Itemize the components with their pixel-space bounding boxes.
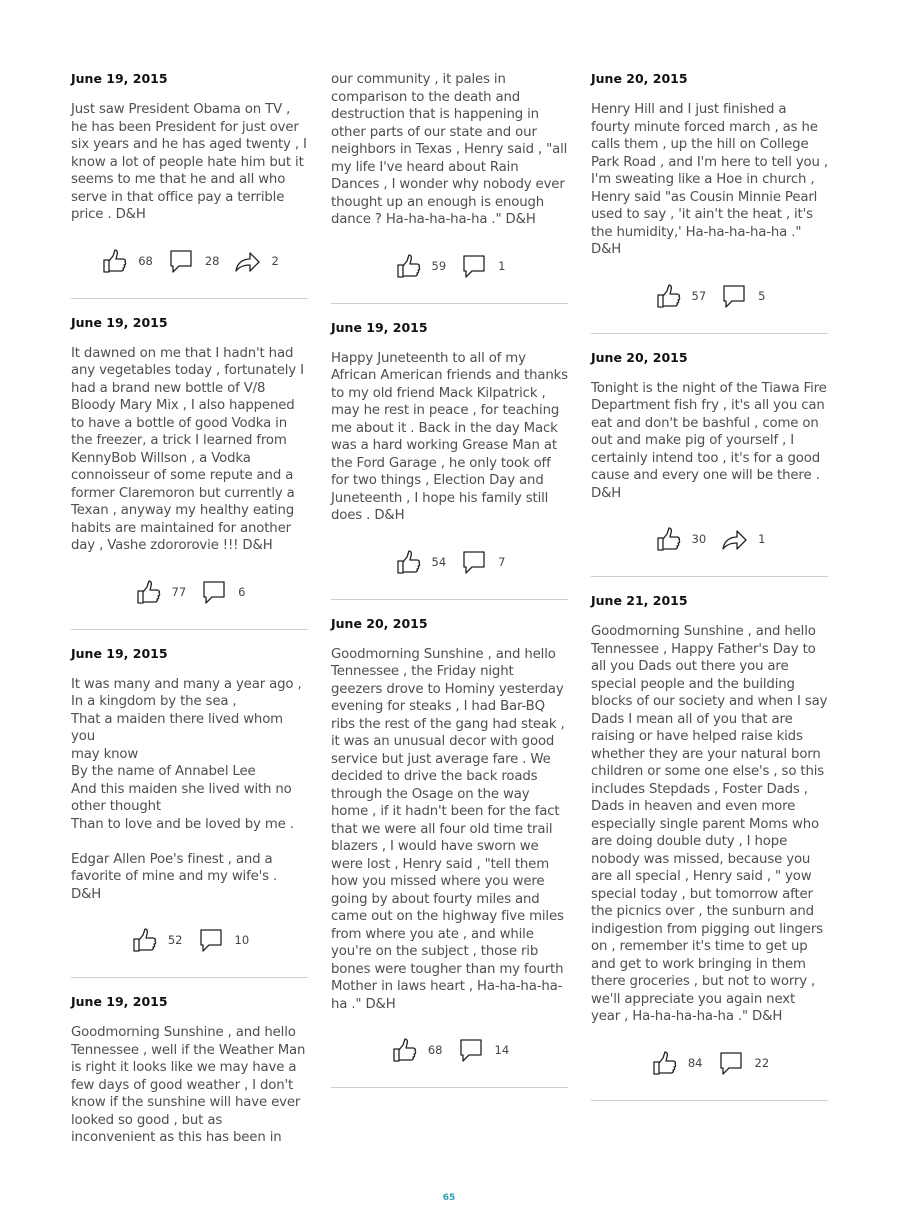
thumbs-up-icon (134, 578, 162, 606)
divider (591, 576, 828, 577)
post-date: June 21, 2015 (591, 593, 688, 608)
post-stats (71, 238, 308, 284)
share-icon (233, 247, 261, 275)
comment-count[interactable] (717, 1049, 770, 1077)
like-count[interactable] (394, 252, 447, 280)
like-count[interactable] (100, 247, 153, 275)
post-text: Goodmorning Sunshine , and hello Tennessee , well if the Weather Man is right it looks like we may have a few days of good weather , I don't know if the sunshine will have ever looked so good , but as inconvenient as this has been in (71, 1025, 306, 1145)
comment-icon (200, 578, 228, 606)
post (71, 646, 308, 979)
post-stats (331, 539, 568, 585)
post-stats (331, 243, 568, 289)
post-text: It dawned on me that I hadn't had any vegetables today , fortunately I had a brand new bottle of V/8 Bloody Mary Mix , I also happened to have a bottle of good Vodka in the freezer, a trick I learned from KennyBob Willson , a Vodka connoisseur of some repute and a former Claremoron but currently a Texan , anyway my healthy eating habits are maintained for another day , Vashe zdororovie !!! D&H (71, 345, 304, 553)
post (71, 994, 308, 1147)
thumbs-up-icon (654, 282, 682, 310)
post-date: June 19, 2015 (71, 71, 168, 86)
post-text: Tonight is the night of the Tiawa Fire Department fish fry , it's all you can eat and don't be bashful , come on out and make pig of yourself , I certainly intend too , it's for a good cause and every one will be there . D&H (591, 380, 827, 501)
thumbs-up-icon (394, 548, 422, 576)
share-count-value: 2 (271, 253, 279, 268)
column-2 (331, 71, 568, 1104)
post (591, 593, 828, 1101)
comment-count[interactable] (460, 548, 505, 576)
post-date: June 19, 2015 (71, 314, 168, 330)
share-count[interactable] (720, 525, 765, 553)
post-date: June 20, 2015 (331, 615, 428, 631)
comment-icon (167, 247, 195, 275)
post (331, 616, 568, 1089)
divider (71, 629, 308, 630)
divider (71, 977, 308, 978)
post-stats (71, 569, 308, 615)
comment-count-value: 6 (238, 584, 246, 599)
thumbs-up-icon (390, 1036, 418, 1064)
like-count[interactable] (130, 926, 183, 954)
post-stats (591, 273, 828, 319)
thumbs-up-icon (394, 252, 422, 280)
comment-count[interactable] (200, 578, 245, 606)
comment-icon (460, 252, 488, 280)
post-date: June 19, 2015 (331, 319, 428, 335)
comment-count[interactable] (457, 1036, 510, 1064)
post (331, 320, 568, 600)
comment-icon (717, 1049, 745, 1077)
comment-count[interactable] (720, 282, 765, 310)
comment-count[interactable] (197, 926, 250, 954)
like-count[interactable] (650, 1049, 703, 1077)
like-count-value: 84 (687, 1055, 703, 1070)
like-count[interactable] (654, 282, 707, 310)
comment-count-value: 10 (234, 933, 250, 947)
like-count[interactable] (654, 525, 707, 553)
divider (331, 1087, 568, 1088)
post-date: June 19, 2015 (71, 645, 168, 661)
thumbs-up-icon (654, 525, 682, 553)
comment-count-value: 1 (498, 258, 506, 273)
divider (331, 599, 568, 600)
like-count-value: 52 (167, 933, 183, 947)
post-text: Henry Hill and I just finished a fourty minute forced march , as he calls them , up the hill on College Park Road , and I'm here to tell you , I'm sweating like a Hoe in church , Henry said "as Cousin Minnie Pearl used to say , 'it ain't the heat , it's the humidity,' Ha-ha-ha-ha-ha ." D&H (591, 102, 828, 257)
thumbs-up-icon (650, 1049, 678, 1077)
comment-icon (457, 1036, 485, 1064)
share-count-value: 1 (758, 532, 766, 546)
like-count-value: 68 (138, 253, 153, 268)
comment-count-value: 7 (498, 554, 506, 569)
post-stats (591, 516, 828, 562)
like-count[interactable] (390, 1036, 443, 1064)
comment-icon (720, 282, 748, 310)
like-count[interactable] (134, 578, 187, 606)
post-text: Goodmorning Sunshine , and hello Tennessee , Happy Father's Day to all you Dads out there you are special people and the building blocks of our society and when I say Dads I mean all of you that are raising or have helped raise kids whether they are your natural born children or some one else's , so this includes Stepdads , Foster Dads , Dads in heaven and even more especially single parent Moms who are doing double duty , I hope nobody was missed, because you are all special , Henry said , " yow special today , but tomorrow after the picnics over , the sunburn and indigestion from pigging out lingers on , remember it's time to get up and get to work bringing in them there groceries , but not to worry , we'll appreciate you again next year , Ha-ha-ha-ha-ha ." D&H (591, 624, 828, 1024)
column-1 (71, 71, 308, 1147)
thumbs-up-icon (100, 247, 128, 275)
like-count-value: 57 (691, 288, 707, 303)
divider (591, 1100, 828, 1101)
like-count-value: 54 (431, 554, 447, 569)
post-date: June 20, 2015 (591, 349, 688, 365)
post-text: Happy Juneteenth to all of my African American friends and thanks to my old friend Mack Kilpatrick , may he rest in peace , for teaching me about it . Back in the day Mack was a hard working Grease Man at the Ford Garage , he only took off for two things , Election Day and Juneteenth , I hope his family still does . D&H (331, 350, 568, 523)
divider (71, 298, 308, 299)
page-number: 65 (442, 1193, 456, 1203)
share-count[interactable] (233, 247, 278, 275)
comment-count[interactable] (167, 247, 220, 275)
comment-count-value: 28 (204, 253, 220, 268)
comment-count-value: 5 (758, 288, 766, 303)
post (591, 350, 828, 578)
comment-count-value: 22 (754, 1055, 770, 1070)
post (591, 71, 828, 334)
like-count-value: 68 (427, 1043, 443, 1057)
comment-count[interactable] (460, 252, 505, 280)
divider (331, 303, 568, 304)
post-text: It was many and many a year ago , In a kingdom by the sea , That a maiden there lived whom you may know By the name of Annabel Lee And this maiden she lived with no other thought Than to love and be loved by me . Edgar Allen Poe's finest , and a favorite of mine and my wife's . D&H (71, 676, 302, 902)
post-date: June 19, 2015 (71, 994, 168, 1009)
post-text: Goodmorning Sunshine , and hello Tennessee , the Friday night geezers drove to Hominy yesterday evening for steaks , I had Bar-BQ ribs the rest of the gang had steak , it was an unusual decor with good service but just average fare . We decided to drive the back roads through the Osage on the way home , if it hadn't been for the fact that we were all four old time trail blazers , I would have sworn we were lost , Henry said , "tell them how you missed where you were going by about fourty miles and came out on the highway five miles from where you ate , and while you're on the subject , those rib bones were tougher than my fourth Mother in laws heart , Ha-ha-ha-ha-ha ." D&H (331, 646, 565, 1012)
post-date: June 20, 2015 (591, 71, 688, 86)
comment-icon (460, 548, 488, 576)
post-stats (331, 1027, 568, 1073)
like-count-value: 59 (431, 258, 447, 273)
post-text: our community , it pales in comparison to the death and destruction that is happening in other parts of our state and our neighbors in Texas , Henry said , "all my life I've heard about Rain Dances , I wonder why nobody ever thought up an enough is enough dance ? Ha-ha-ha-ha-ha ." D&H (331, 72, 568, 227)
divider (591, 333, 828, 334)
share-icon (720, 525, 748, 553)
post-text: Just saw President Obama on TV , he has been President for just over six years and he has aged twenty , I know a lot of people hate him but it seems to me that he and all who serve in that office pay a terrible price . D&H (71, 102, 307, 222)
post-stats (591, 1040, 828, 1086)
post-continuation (331, 71, 568, 304)
post (71, 315, 308, 630)
post-stats (71, 917, 308, 963)
column-3 (591, 71, 828, 1117)
comment-icon (197, 926, 225, 954)
like-count-value: 77 (171, 584, 187, 599)
thumbs-up-icon (130, 926, 158, 954)
comment-count-value: 14 (494, 1043, 510, 1057)
post (71, 71, 308, 299)
like-count-value: 30 (691, 532, 707, 546)
like-count[interactable] (394, 548, 447, 576)
